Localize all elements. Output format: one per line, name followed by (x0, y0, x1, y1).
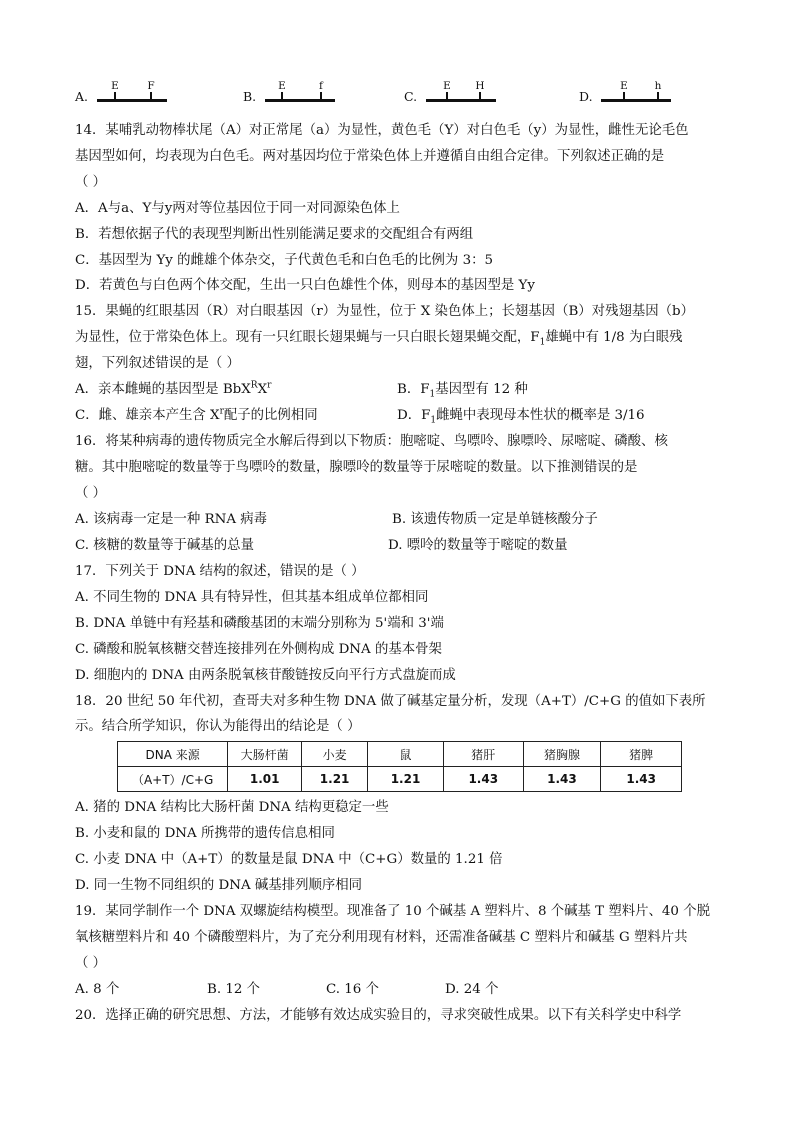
option-letter: C. (404, 89, 418, 104)
q16-option-c[interactable]: C. 核糖的数量等于碱基的总量 (75, 538, 254, 553)
gene-label: E (278, 80, 286, 92)
q15-stem-line-1: 15．果蝇的红眼基因（R）对白眼基因（r）为显性，位于 X 染色体上；长翅基因（B）对残翅基因（b） (75, 304, 694, 319)
gene-label: E (443, 80, 451, 92)
q16-option-b[interactable]: B. 该遗传物质一定是单链核酸分子 (392, 512, 598, 527)
q15-option-a[interactable]: A．亲本雌蝇的基因型是 $BbX^RX^r$ (75, 380, 272, 397)
table-row (118, 767, 682, 792)
q16-option-d[interactable]: D. 嘌呤的数量等于嘧啶的数量 (388, 538, 568, 553)
q14-stem-line-2: 基因型如何，均表现为白色毛。两对基因均位于常染色体上并遵循自由组合定律。下列叙述正确的是 (75, 149, 665, 164)
q16-answer-blank: （ ） (75, 486, 107, 501)
gene-label: f (319, 80, 323, 92)
q18-option-c[interactable]: C. 小麦 DNA 中（A+T）的数量是鼠 DNA 中（C+G）数量的 1.21 倍 (75, 852, 503, 867)
table-cell: 1.01 (228, 767, 302, 792)
chargaff-ratio-table (117, 741, 682, 792)
chromosome-bar (97, 99, 167, 102)
q19-answer-blank: （ ） (75, 956, 107, 971)
q17-option-c[interactable]: C. 磷酸和脱氧核糖交替连接排列在外侧构成 DNA 的基本骨架 (75, 642, 442, 657)
q19-option-a[interactable]: A. 8 个 (75, 982, 120, 997)
q14-option-a[interactable]: A．A与a、Y与y两对等位基因位于同一对同源染色体上 (75, 201, 400, 216)
chromosome-diagram (601, 80, 671, 106)
q18-option-b[interactable]: B. 小麦和鼠的 DNA 所携带的遗传信息相同 (75, 826, 335, 841)
q17-option-a[interactable]: A. 不同生物的 DNA 具有特异性，但其基本组成单位都相同 (75, 590, 429, 605)
table-cell: 1.43 (523, 767, 601, 792)
q15-option-b[interactable]: B．$F_1$基因型有 12 种 (397, 382, 528, 400)
table-header-cell: DNA 来源 (118, 742, 228, 767)
q17-option-b[interactable]: B. DNA 单链中有羟基和磷酸基团的末端分别称为 5'端和 3'端 (75, 616, 444, 631)
table-header-cell: 小麦 (302, 742, 368, 767)
q18-option-a[interactable]: A. 猪的 DNA 结构比大肠杆菌 DNA 结构更稳定一些 (75, 800, 389, 815)
chromosome-diagram (426, 80, 496, 106)
q16-option-a[interactable]: A. 该病毒一定是一种 RNA 病毒 (75, 512, 268, 527)
option-letter: B. (243, 89, 257, 104)
table-cell: 1.21 (368, 767, 444, 792)
table-header-cell: 大肠杆菌 (228, 742, 302, 767)
option-letter: A. (75, 89, 89, 104)
q19-option-c[interactable]: C. 16 个 (326, 982, 379, 997)
q15-stem-line-3: 翅，下列叙述错误的是（ ） (75, 356, 240, 371)
q19-option-b[interactable]: B. 12 个 (207, 982, 261, 997)
chromosome-bar (265, 99, 335, 102)
chromosome-diagram (265, 80, 335, 106)
q15-option-d[interactable]: D．$F_1$雌蝇中表现母本性状的概率是 3/16 (397, 408, 645, 426)
q20-stem-line-1: 20．选择正确的研究思想、方法，才能够有效达成实验目的，寻求突破性成果。以下有关科学史中科学 (75, 1008, 682, 1023)
gene-diagram-options (0, 80, 794, 110)
table-cell: 1.21 (302, 767, 368, 792)
q17-stem: 17．下列关于 DNA 结构的叙述，错误的是（ ） (75, 564, 365, 579)
gene-label: E (620, 80, 628, 92)
chromosome-bar (426, 99, 496, 102)
q14-option-b[interactable]: B．若想依据子代的表现型判断出性别能满足要求的交配组合有两组 (75, 227, 474, 242)
q15-option-c[interactable]: C．雌、雄亲本产生含 $X^r$配子的比例相同 (75, 406, 318, 423)
q19-option-d[interactable]: D. 24 个 (445, 982, 499, 997)
option-letter: D. (579, 89, 593, 104)
q19-stem-line-2: 氧核糖塑料片和 40 个磷酸塑料片，为了充分利用现有材料，还需准备碱基 C 塑料片和碱基 G 塑料片共 (75, 930, 688, 945)
q14-answer-blank: （ ） (75, 175, 107, 190)
chromosome-bar (601, 99, 671, 102)
gene-label: H (475, 80, 485, 92)
table-header-cell: 鼠 (368, 742, 444, 767)
q14-option-d[interactable]: D．若黄色与白色两个体交配，生出一只白色雄性个体，则母本的基因型是 Yy (75, 278, 535, 293)
gene-label: E (111, 80, 119, 92)
q18-stem-line-1: 18．20 世纪 50 年代初，查哥夫对多种生物 DNA 做了碱基定量分析，发现（A+T）/C+G 的值如下表所 (75, 694, 706, 709)
q19-stem-line-1: 19．某同学制作一个 DNA 双螺旋结构模型。现准备了 10 个碱基 A 塑料片、8 个碱基 T 塑料片、40 个脱 (75, 904, 710, 919)
q14-option-c[interactable]: C．基因型为 Yy 的雌雄个体杂交，子代黄色毛和白色毛的比例为 3：5 (75, 253, 494, 268)
table-cell: （A+T）/C+G (118, 767, 228, 792)
table-cell: 1.43 (443, 767, 523, 792)
table-header-cell: 猪肝 (443, 742, 523, 767)
q16-stem-line-1: 16．将某种病毒的遗传物质完全水解后得到以下物质：胞嘧啶、鸟嘌呤、腺嘌呤、尿嘧啶、磷酸、核 (75, 434, 668, 449)
table-header-row (118, 742, 682, 767)
gene-label: h (654, 80, 662, 92)
table-header-cell: 猪胸腺 (523, 742, 601, 767)
chromosome-diagram (97, 80, 167, 106)
q17-option-d[interactable]: D. 细胞内的 DNA 由两条脱氧核苷酸链按反向平行方式盘旋而成 (75, 668, 456, 683)
table-header-cell: 猪脾 (601, 742, 682, 767)
q18-option-d[interactable]: D. 同一生物不同组织的 DNA 碱基排列顺序相同 (75, 878, 363, 893)
q15-stem-line-2: 为显性，位于常染色体上。现有一只红眼长翅果蝇与一只白眼长翅果蝇交配，$F_1$雄蝇中有 1/8 为白眼残 (75, 330, 683, 348)
q14-stem-line-1: 14．某哺乳动物棒状尾（A）对正常尾（a）为显性，黄色毛（Y）对白色毛（y）为显性，雌性无论毛色 (75, 123, 689, 138)
q18-stem-line-2: 示。结合所学知识，你认为能得出的结论是（ ） (75, 719, 361, 734)
table-cell: 1.43 (601, 767, 682, 792)
q16-stem-line-2: 糖。其中胞嘧啶的数量等于鸟嘌呤的数量，腺嘌呤的数量等于尿嘧啶的数量。以下推测错误的是 (75, 460, 638, 475)
gene-label: F (147, 80, 155, 92)
